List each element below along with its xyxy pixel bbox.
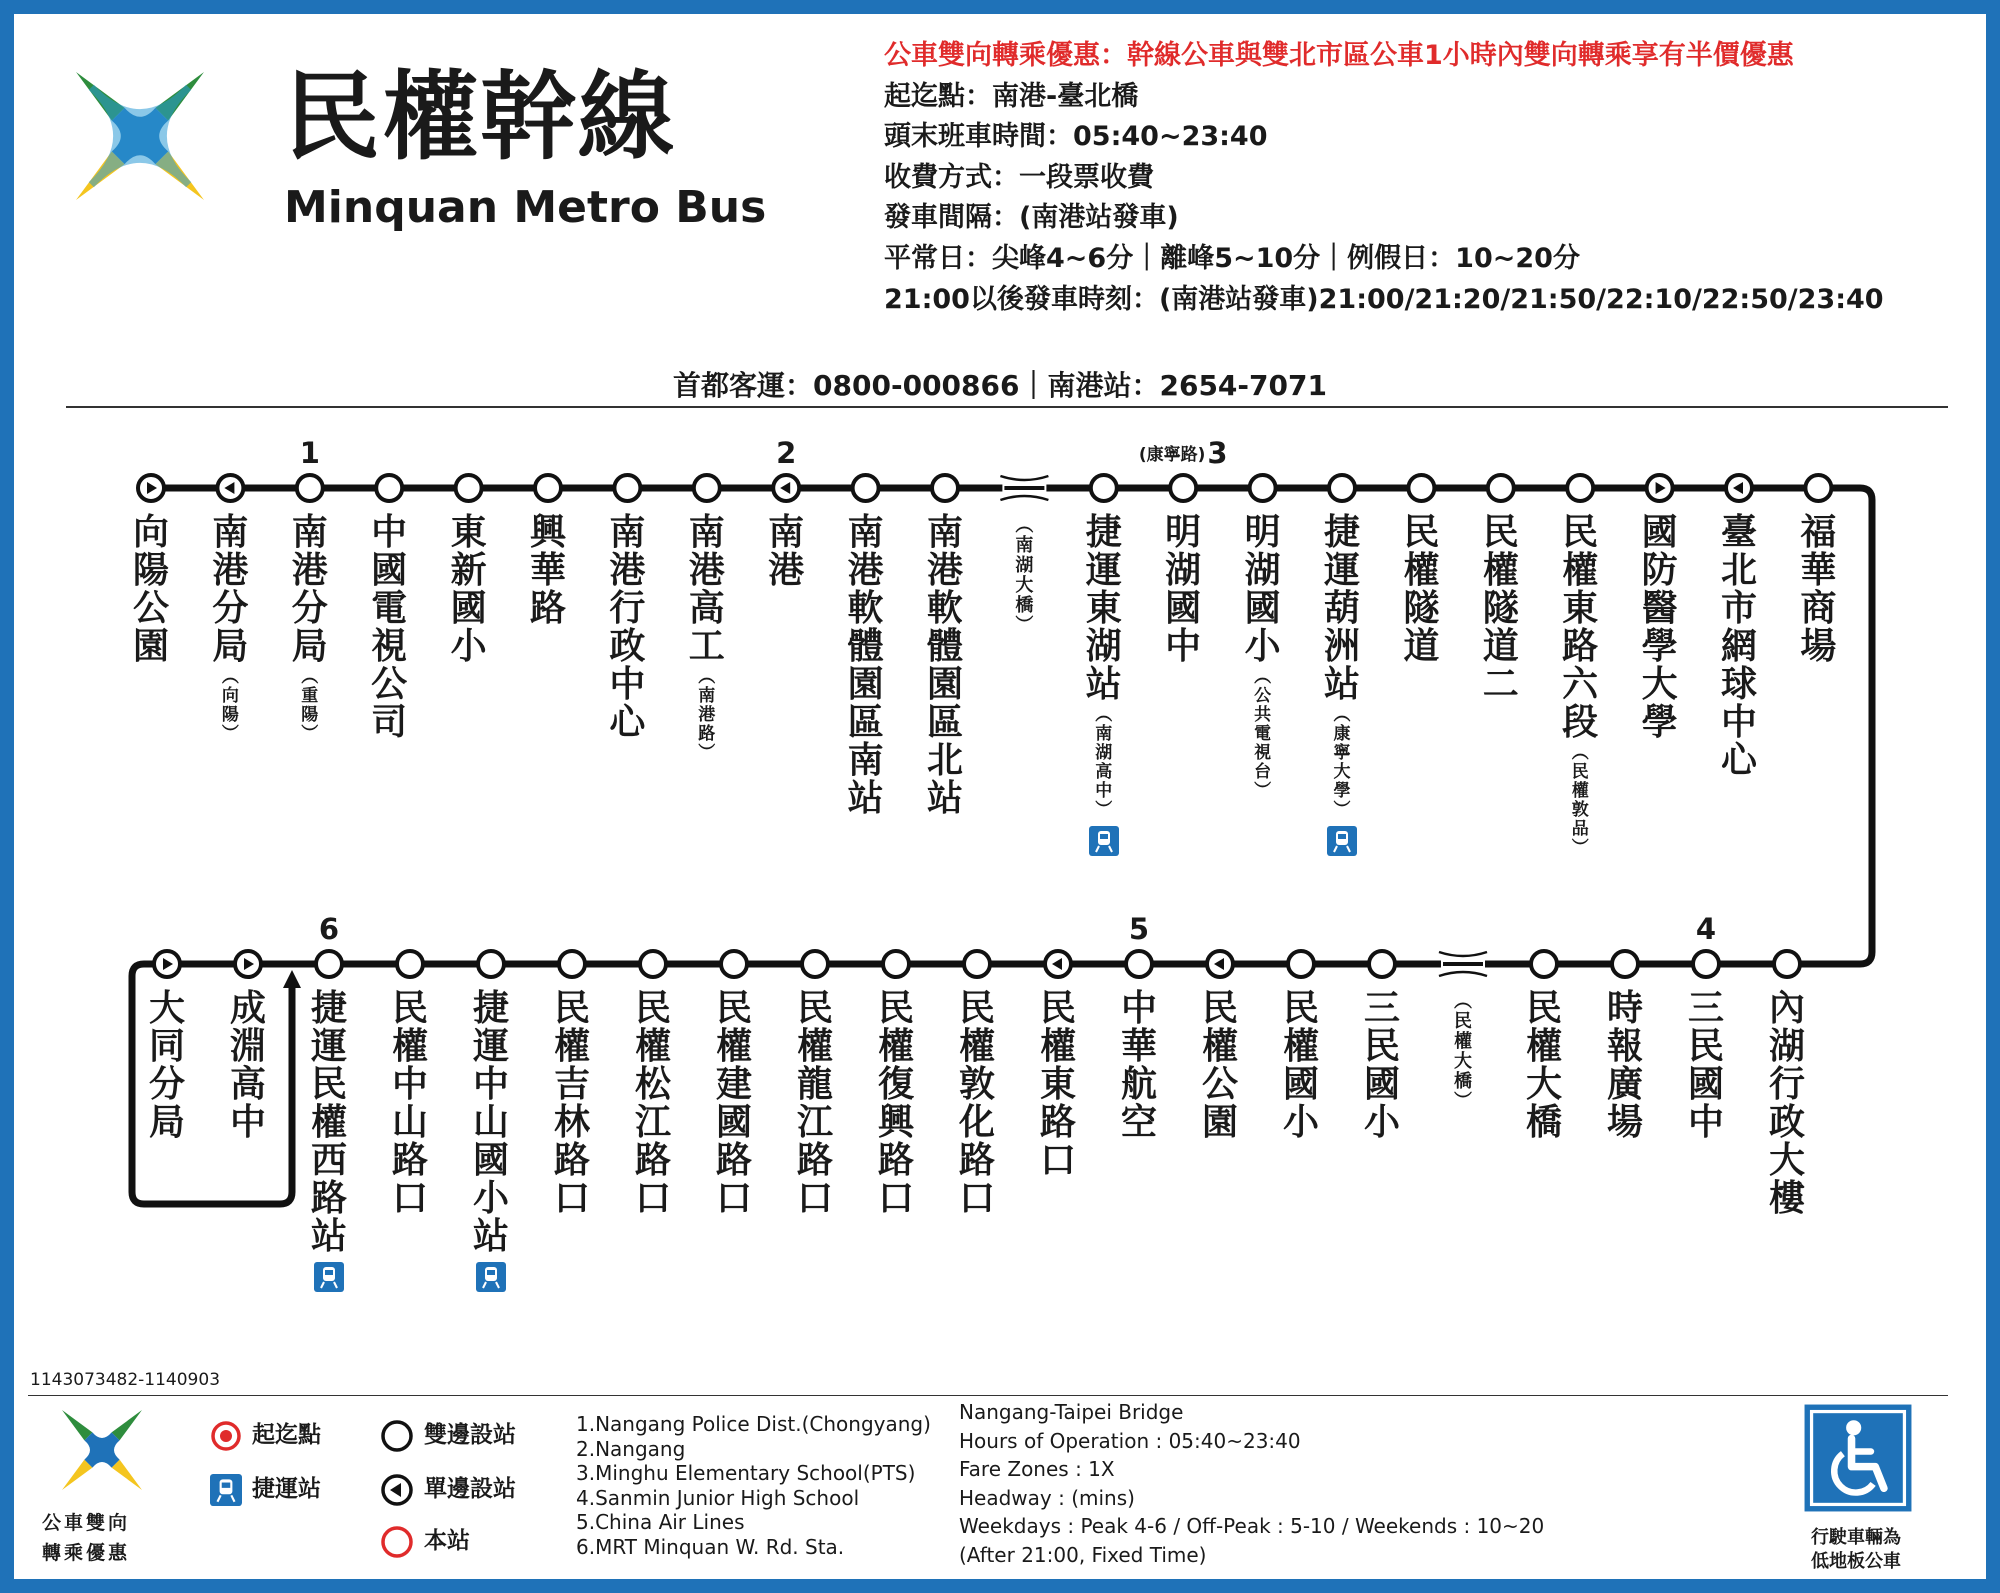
stop-label: 時 報 廣 場 bbox=[1606, 988, 1643, 1143]
stop-label: 東 新 國 小 bbox=[450, 512, 487, 667]
transfer-small-line: 公車雙向 bbox=[42, 1512, 131, 1534]
mrt-train-icon bbox=[210, 1474, 242, 1506]
stop-marker bbox=[773, 475, 799, 501]
stop-number bbox=[1129, 912, 1149, 946]
stop-marker bbox=[1774, 951, 1800, 977]
arrow-up-icon bbox=[283, 970, 301, 988]
stop-label: 臺 北 市 網 球 中 心 bbox=[1720, 512, 1757, 781]
stop-number-value: 6 bbox=[318, 912, 340, 946]
stop-label: 民 權 隧 道 bbox=[1403, 512, 1440, 667]
stop-label: 南 港 軟 體 園 區 南 站 bbox=[847, 512, 884, 819]
stop-marker bbox=[1250, 475, 1276, 501]
stop-marker bbox=[1369, 951, 1395, 977]
stop-marker bbox=[721, 951, 747, 977]
stop-marker bbox=[397, 951, 423, 977]
schedule-line: Headway : (mins) bbox=[959, 1485, 1135, 1510]
stop-sublabel: ︵ 康 寧 大 學 ︶ bbox=[1333, 705, 1351, 820]
stop-marker bbox=[297, 475, 323, 501]
transfer-small bbox=[42, 1508, 130, 1568]
current-stop-icon bbox=[380, 1525, 414, 1559]
stop-marker bbox=[456, 475, 482, 501]
stop-label: 南 港 分 局 ︵ 重 陽 ︶ bbox=[288, 514, 332, 744]
stop-marker bbox=[1207, 951, 1233, 977]
note-line: 2.Nangang bbox=[576, 1436, 686, 1461]
stop-marker bbox=[1488, 475, 1514, 501]
legend-label: 起迄點 bbox=[252, 1422, 321, 1448]
mrt-train-icon bbox=[476, 1262, 506, 1292]
stop-label: 成 淵 高 中 bbox=[229, 988, 266, 1143]
stop-marker bbox=[535, 475, 561, 501]
stop-number-value: 2 bbox=[776, 436, 797, 470]
stop-notes-english bbox=[576, 1412, 931, 1559]
stop-marker bbox=[154, 951, 180, 977]
note-line: 3.Minghu Elementary School(PTS) bbox=[576, 1461, 916, 1485]
stop-marker bbox=[932, 475, 958, 501]
legend-label: 捷運站 bbox=[252, 1476, 321, 1502]
stop-number-value: 4 bbox=[1695, 912, 1717, 946]
stop-number bbox=[300, 436, 320, 470]
transfer-logo-icon bbox=[62, 1410, 142, 1490]
bridge-marker bbox=[1000, 476, 1048, 500]
legend-label: 雙邊設站 bbox=[424, 1422, 516, 1448]
stop-number bbox=[319, 912, 339, 946]
stop-label: 捷 運 中 山 國 小 站 bbox=[469, 990, 513, 1292]
stop-label: 捷 運 民 權 西 路 站 bbox=[307, 990, 351, 1292]
stop-marker bbox=[1531, 951, 1557, 977]
stop-marker bbox=[1647, 475, 1673, 501]
stop-marker bbox=[640, 951, 666, 977]
stop-label: 南 港 高 工 ︵ 南 港 路 ︶ bbox=[685, 514, 729, 763]
legend-terminal bbox=[210, 1416, 321, 1452]
stop-number bbox=[1696, 912, 1716, 946]
stop-label: 民 權 東 路 口 bbox=[1039, 988, 1076, 1181]
stop-number-note: (康寧路) bbox=[1138, 445, 1206, 465]
info-line: 收費方式：一段票收費 bbox=[884, 161, 1154, 193]
stop-label: 福 華 商 場 bbox=[1800, 512, 1837, 667]
schedule-line: Fare Zones : 1X bbox=[959, 1457, 1115, 1481]
stop-number bbox=[776, 436, 796, 470]
route-title: 民權幹線 bbox=[284, 61, 676, 173]
stop-marker bbox=[883, 951, 909, 977]
note-line: 6.MRT Minquan W. Rd. Sta. bbox=[576, 1534, 845, 1559]
stop-sublabel: ︵ 公 共 電 視 台 ︶ bbox=[1254, 667, 1272, 801]
stop-number bbox=[1139, 436, 1228, 470]
stop-marker bbox=[1612, 951, 1638, 977]
lowfloor-line: 行駛車輛為 bbox=[1811, 1527, 1901, 1548]
stop-sublabel: ︵ 南 湖 高 中 ︶ bbox=[1095, 705, 1113, 820]
divider bbox=[28, 1395, 1948, 1396]
stop-label: 民 權 國 小 bbox=[1282, 988, 1319, 1143]
stop-label: 南 港 行 政 中 心 bbox=[609, 512, 646, 743]
stop-marker bbox=[1329, 475, 1355, 501]
legend-current bbox=[380, 1522, 470, 1559]
transfer-small-line: 轉乘優惠 bbox=[42, 1542, 131, 1564]
legend-label: 本站 bbox=[424, 1528, 470, 1554]
info-line: 起迄點：南港-臺北橋 bbox=[884, 80, 1139, 112]
stop-marker bbox=[802, 951, 828, 977]
stop-marker bbox=[1567, 475, 1593, 501]
stop-marker bbox=[138, 475, 164, 501]
mrt-train-icon bbox=[1089, 826, 1119, 856]
stop-marker bbox=[376, 475, 402, 501]
note-line: 4.Sanmin Junior High School bbox=[576, 1485, 860, 1510]
stop-label: 民 權 松 江 路 口 bbox=[634, 988, 671, 1219]
stop-label: 三 民 國 中 bbox=[1687, 988, 1724, 1143]
stop-marker bbox=[1726, 475, 1752, 501]
route-title-english: Minquan Metro Bus bbox=[284, 182, 767, 233]
stop-label: 興 華 路 bbox=[529, 512, 566, 629]
terminal-icon bbox=[210, 1420, 242, 1452]
stop-label: 向 陽 公 園 bbox=[132, 512, 169, 667]
stop-marker bbox=[964, 951, 990, 977]
stop-label: 民 權 大 橋 bbox=[1525, 988, 1562, 1143]
bridge-marker bbox=[1439, 952, 1487, 976]
stop-sublabel: ︵ 民 權 敦 品 ︶ bbox=[1571, 743, 1589, 858]
stop-marker bbox=[694, 475, 720, 501]
stop-label: 中 國 電 視 公 司 bbox=[371, 512, 408, 743]
stop-marker bbox=[1693, 951, 1719, 977]
stop-marker bbox=[235, 951, 261, 977]
stop-label: 南 港 軟 體 園 區 北 站 bbox=[926, 512, 963, 819]
stop-number-value: 1 bbox=[299, 436, 320, 470]
mrt-train-icon bbox=[314, 1262, 344, 1292]
stop-label: 民 權 公 園 bbox=[1201, 988, 1238, 1143]
transfer-offer: 公車雙向轉乘優惠：幹線公車與雙北市區公車1小時內雙向轉乘享有半價優惠 bbox=[884, 40, 1794, 71]
stop-label: 民 權 復 興 路 口 bbox=[877, 988, 914, 1219]
stop-label: 明 湖 國 小 ︵ 公 共 電 視 台 ︶ bbox=[1241, 514, 1285, 801]
hotline: 首都客運：0800-000866｜南港站：2654-7071 bbox=[673, 369, 1327, 402]
legend-both bbox=[380, 1416, 516, 1453]
stop-marker bbox=[478, 951, 504, 977]
lowfloor-line: 低地板公車 bbox=[1811, 1551, 1901, 1572]
stop-label: 捷 運 葫 洲 站 ︵ 康 寧 大 學 ︶ bbox=[1320, 514, 1364, 856]
stop-label: 三 民 國 小 bbox=[1363, 988, 1400, 1143]
lowfloor-notice bbox=[1776, 1526, 1936, 1574]
stop-label: 民 權 中 山 路 口 bbox=[391, 988, 428, 1219]
stop-label: 南 港 分 局 ︵ 向 陽 ︶ bbox=[208, 514, 252, 744]
schedule-line: Weekdays : Peak 4-6 / Off-Peak : 5-10 / Weekends : 10~20 bbox=[959, 1514, 1545, 1538]
both-sides-icon bbox=[380, 1419, 414, 1453]
schedule-line: Hours of Operation : 05:40~23:40 bbox=[959, 1428, 1301, 1453]
note-line: 1.Nangang Police Dist.(Chongyang) bbox=[576, 1412, 931, 1436]
bridge-label: ︵ 民 權 大 橋 ︶ bbox=[1454, 991, 1472, 1112]
stop-label: 大 同 分 局 bbox=[148, 988, 185, 1143]
stop-marker bbox=[559, 951, 585, 977]
stop-marker bbox=[1288, 951, 1314, 977]
legend-label: 單邊設站 bbox=[424, 1476, 516, 1502]
schedule-english bbox=[959, 1398, 1544, 1569]
stop-marker bbox=[1805, 475, 1831, 501]
stop-marker bbox=[1170, 475, 1196, 501]
mrt-train-icon bbox=[1327, 826, 1357, 856]
stop-label: 國 防 醫 學 大 學 bbox=[1641, 512, 1678, 743]
info-line: 平常日：尖峰4~6分｜離峰5~10分｜例假日：10~20分 bbox=[884, 242, 1580, 274]
stop-sublabel: ︵ 向 陽 ︶ bbox=[221, 667, 239, 744]
note-line: 5.China Air Lines bbox=[576, 1510, 745, 1534]
stop-marker bbox=[217, 475, 243, 501]
stop-marker bbox=[614, 475, 640, 501]
stop-number-value: 3 bbox=[1207, 436, 1228, 470]
stop-marker bbox=[1045, 951, 1071, 977]
stop-marker bbox=[1091, 475, 1117, 501]
info-line: 21:00以後發車時刻：(南港站發車)21:00/21:20/21:50/22:10/22:50/23:40 bbox=[884, 283, 1884, 315]
stop-label: 民 權 龍 江 路 口 bbox=[796, 988, 833, 1219]
stop-marker bbox=[1408, 475, 1434, 501]
schedule-line: Nangang-Taipei Bridge bbox=[959, 1400, 1184, 1424]
stop-label: 民 權 隧 道 二 bbox=[1482, 512, 1519, 705]
legend-one-way bbox=[380, 1470, 516, 1507]
stop-marker bbox=[1126, 951, 1152, 977]
stop-sublabel: ︵ 南 港 路 ︶ bbox=[698, 667, 716, 763]
bridge-label: ︵ 南 湖 大 橋 ︶ bbox=[1015, 515, 1034, 636]
stop-number-value: 5 bbox=[1128, 912, 1150, 946]
stop-label: 南 港 bbox=[768, 512, 805, 591]
stop-label: 內 湖 行 政 大 樓 bbox=[1768, 988, 1805, 1219]
stop-label: 民 權 吉 林 路 口 bbox=[553, 988, 590, 1219]
stop-label: 中 華 航 空 bbox=[1120, 988, 1157, 1143]
stop-marker bbox=[853, 475, 879, 501]
stop-label: 民 權 建 國 路 口 bbox=[715, 988, 752, 1219]
info-line: 發車間隔：(南港站發車) bbox=[884, 202, 1179, 234]
one-side-icon bbox=[380, 1473, 414, 1507]
sign-code: 1143073482-1140903 bbox=[30, 1370, 221, 1390]
route-sign-panel bbox=[14, 14, 1986, 1579]
stop-sublabel: ︵ 重 陽 ︶ bbox=[301, 667, 319, 744]
legend-mrt bbox=[210, 1470, 321, 1506]
stop-label: 捷 運 東 湖 站 ︵ 南 湖 高 中 ︶ bbox=[1082, 514, 1126, 856]
wheelchair-icon bbox=[1804, 1404, 1912, 1512]
stop-label: 民 權 東 路 六 段 ︵ 民 權 敦 品 ︶ bbox=[1558, 514, 1602, 858]
schedule-line: (After 21:00, Fixed Time) bbox=[959, 1542, 1207, 1567]
stop-marker bbox=[316, 951, 342, 977]
info-line: 頭末班車時間：05:40~23:40 bbox=[884, 121, 1268, 153]
stop-label: 民 權 敦 化 路 口 bbox=[958, 988, 995, 1219]
stop-label: 明 湖 國 中 bbox=[1165, 512, 1202, 667]
